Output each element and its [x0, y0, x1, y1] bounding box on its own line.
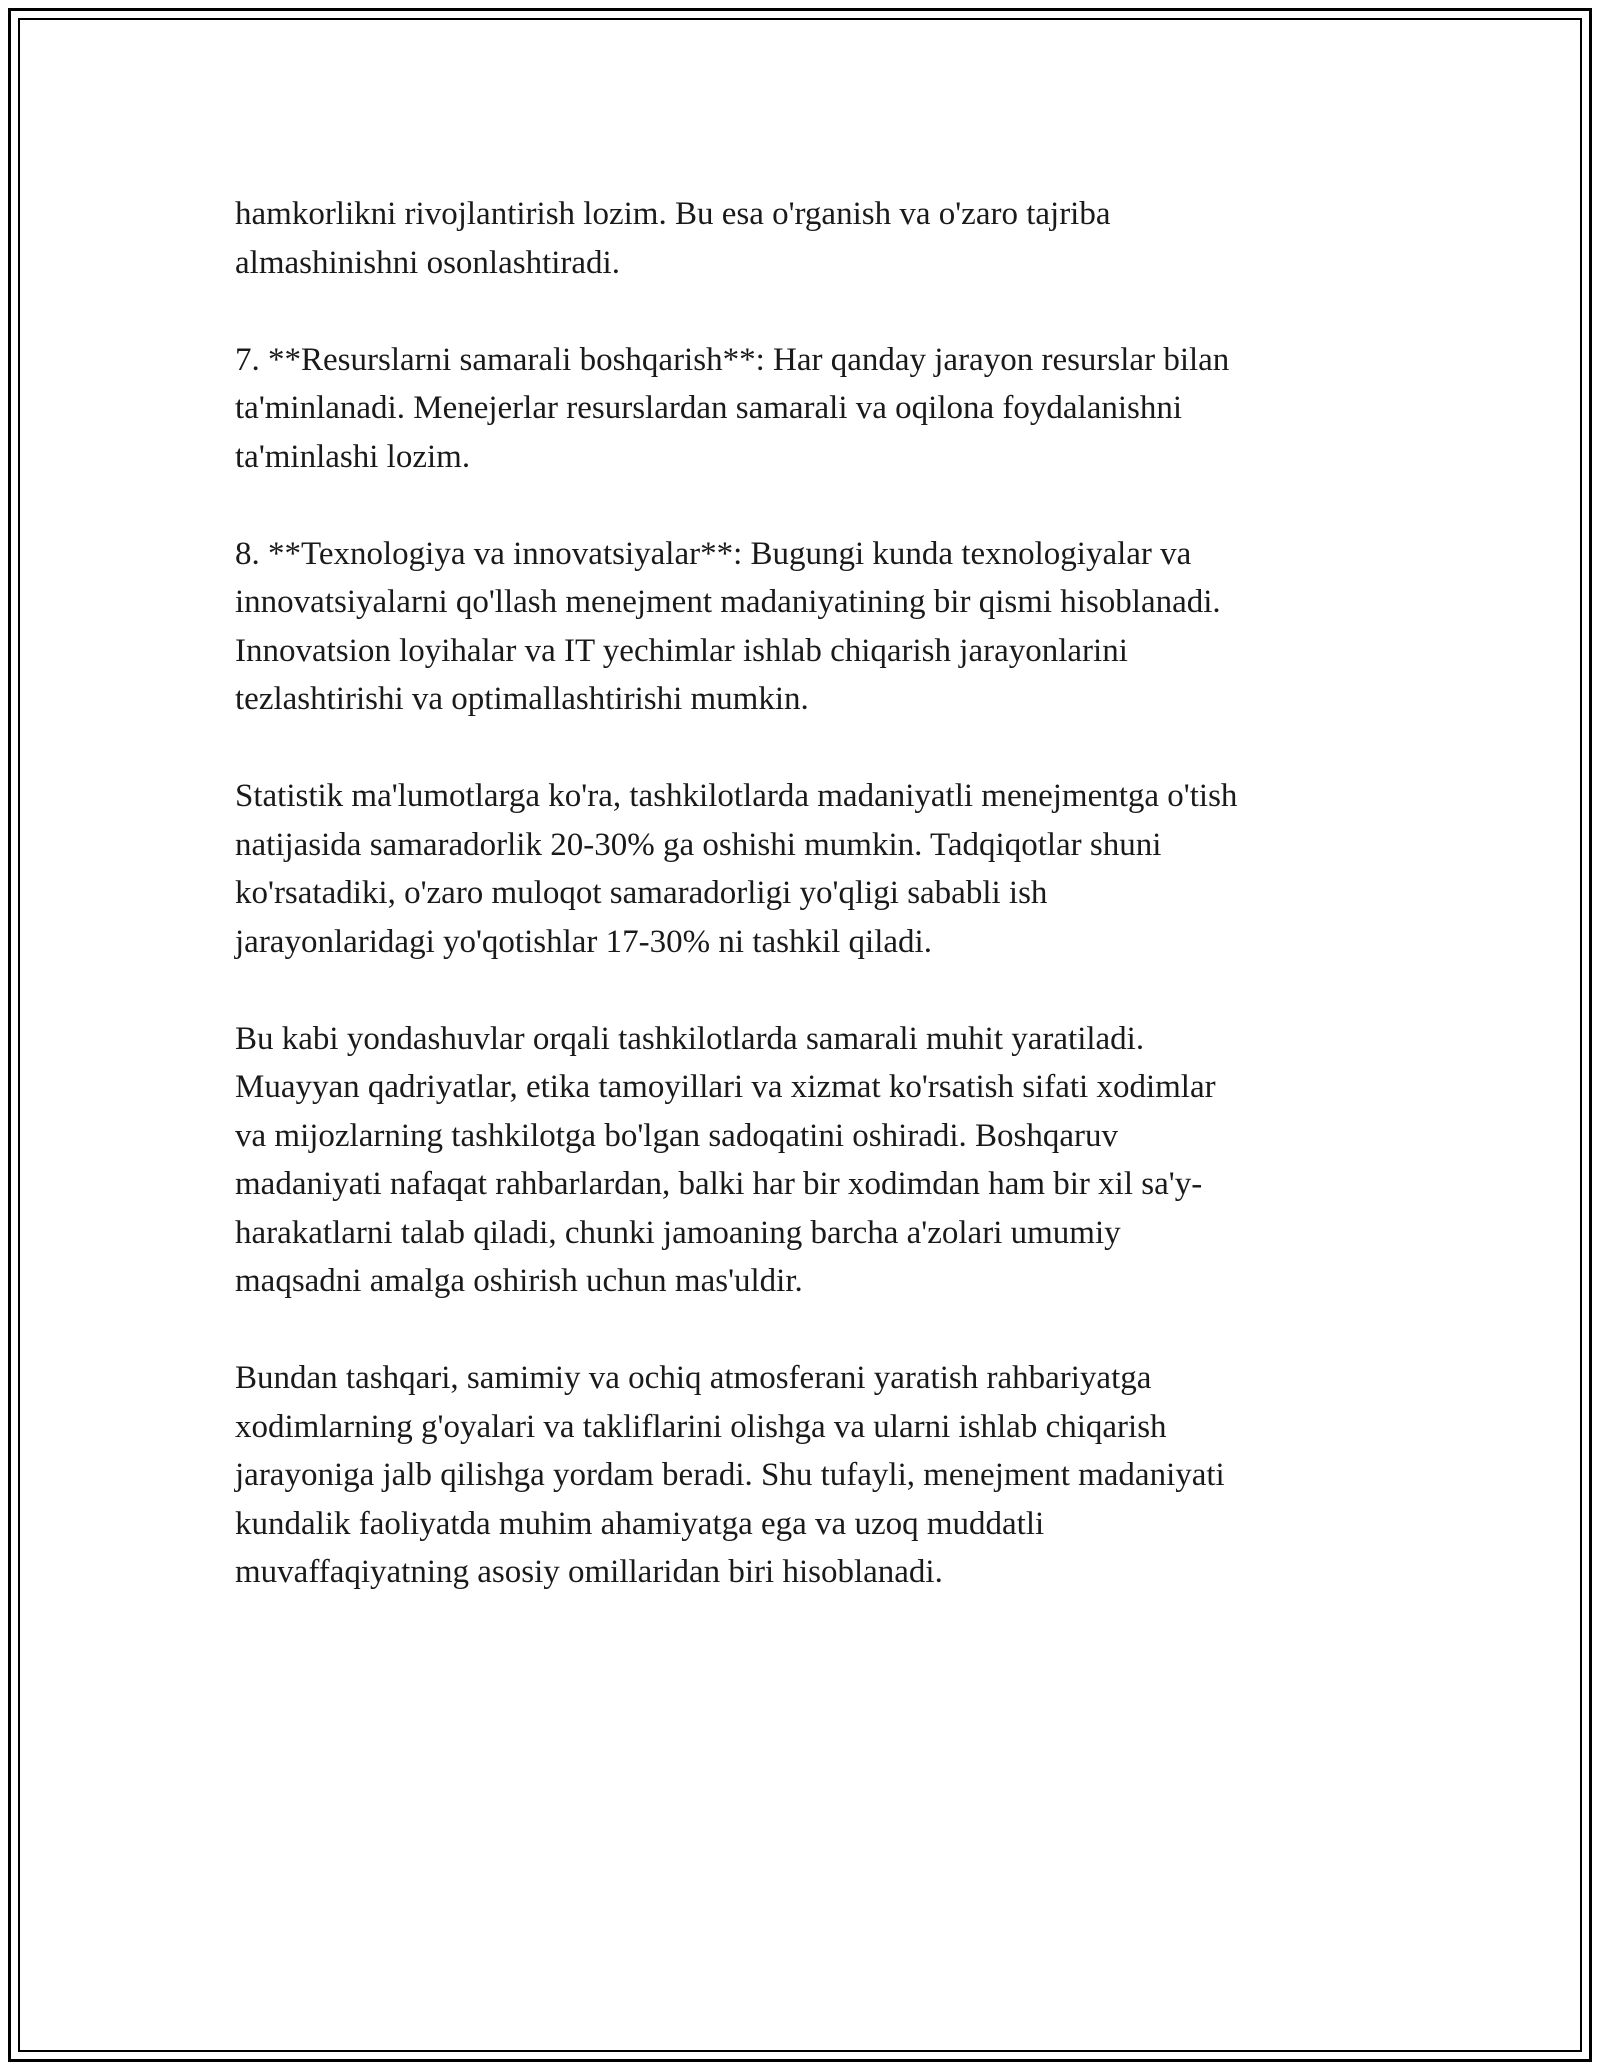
paragraph-resource-management: 7. **Resurslarni samarali boshqarish**: Har qanday jarayon resurslar bilan ta'minlanadi. Menejerlar resurslardan samarali va oqilona foydalanishni ta'minlashi lozim.	[235, 341, 1230, 475]
paragraph-conclusion: Bundan tashqari, samimiy va ochiq atmosferani yaratish rahbariyatga xodimlarning g'oyalari va takliflarini olishga va ularni ishlab chiqarish jarayoniga jalb qilishga yordam beradi. Shu tufayli, menejment madaniyati kundalik faoliyatda muhim ahamiyatga ega va uzoq muddatli muvaffaqiyatning asosiy omillaridan biri hisoblanadi.	[235, 1360, 1225, 1590]
paragraph-technology-innovation: 8. **Texnologiya va innovatsiyalar**: Bugungi kunda texnologiyalar va innovatsiyalarni qo'llash menejment madaniyatining bir qismi hisoblanadi. Innovatsion loyihalar va IT yechimlar ishlab chiqarish jarayonlarini tezlashtirishi va optimallashtirishi mumkin.	[235, 535, 1221, 717]
document-body	[235, 190, 1365, 1645]
paragraph-approaches: Bu kabi yondashuvlar orqali tashkilotlarda samarali muhit yaratiladi. Muayyan qadriyatlar, etika tamoyillari va xizmat ko'rsatish sifati xodimlar va mijozlarning tashkilotga bo'lgan sadoqatini oshiradi. Boshqaruv madaniyati nafaqat rahbarlardan, balki har bir xodimdan ham bir xil sa'y- harakatlarni talab qiladi, chunki jamoaning barcha a'zolari umumiy maqsadni amalga oshirish uchun mas'uldir.	[235, 1020, 1216, 1299]
paragraph-collaboration: hamkorlikni rivojlantirish lozim. Bu esa o'rganish va o'zaro tajriba almashinishni osonlashtiradi.	[235, 196, 1111, 281]
paragraph-statistics: Statistik ma'lumotlarga ko'ra, tashkilotlarda madaniyatli menejmentga o'tish natijasida samaradorlik 20-30% ga oshishi mumkin. Tadqiqotlar shuni ko'rsatadiki, o'zaro muloqot samaradorligi yo'qligi sababli ish jarayonlaridagi yo'qotishlar 17-30% ni tashkil qiladi.	[235, 778, 1238, 960]
